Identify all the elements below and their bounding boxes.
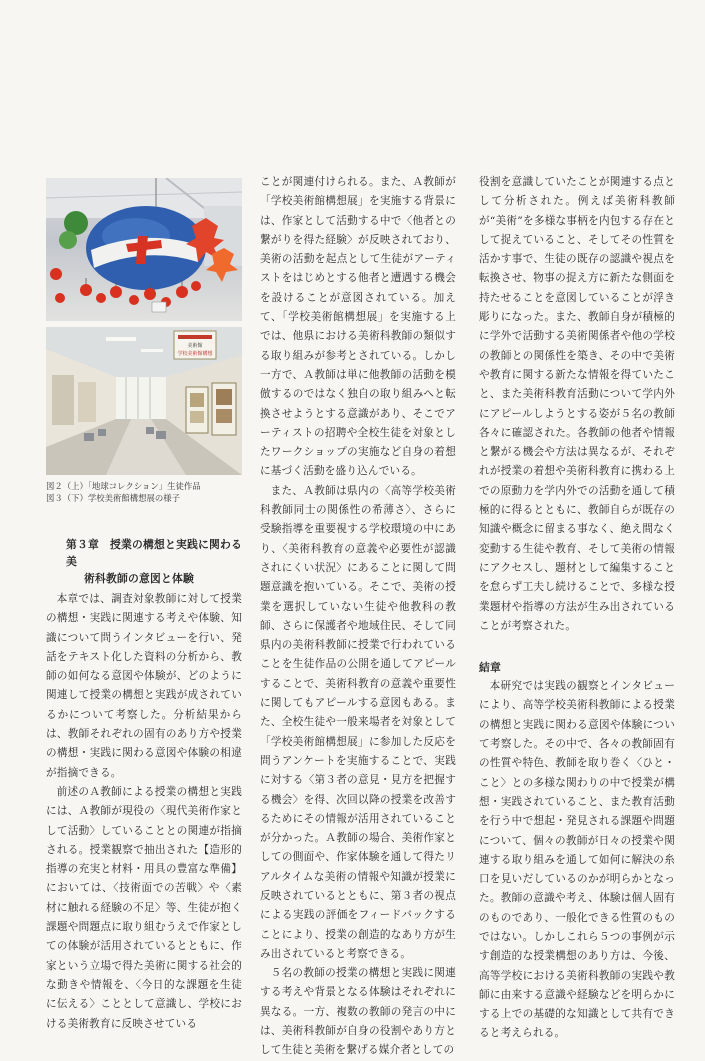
chapter-3-paragraph-4-cont: 役割を意識していたことが関連する点として分析された。例えば美術科教師が“美術”を多様な事柄を内包する存在として捉えていること、そしてその性質を活かす事で、生徒の既存の認識や視点を転換させ、物事の捉え方に新たな側面を持たせることを意図していることが浮き彫りになった。また、教師自身が積極的に学外で活動する美術関係者や他の学校の教師との関係性を築き、その中で美術や教育に関する新たな情報を得ていたこと、また美術科教育活動について学内外にアピールしようとする姿が５名の教師各々に確認された。各教師の他者や情報と繋がる機会や方法は異なるが、それぞれが授業の着想や美術科教育に携わる上での原動力を学内外での活動を通して積極的に得るとともに、教師自らが既存の知識や概念に留まる事なく、絶え間なく変動する生徒や教育、そして美術の情報にアクセスし、題材として編集することを怠らず工夫し続けることで、多様な授業題材や指導の方法が生み出されていることが考察された。 xyxy=(479,176,675,632)
chapter-3-paragraph-2: 前述のＡ教師による授業の構想と実践には、Ａ教師が現役の〈現代美術作家として活動〉していることとの関連が指摘される。授業観察で抽出された【造形的指導の充実と材料・用具の豊富な準備】においては、〈技術面での苦戦〉や〈素材に触れる経験の不足〉等、生徒が抱く課題や問題点に取り組むうえで作家としての体験が活用されているとともに、作家という立場で得た美術に関する社会的な動きや情報を、〈今日的な課題を生徒に伝える〉こととして意識し、学校における美術教育に反映させている xyxy=(46,785,242,1030)
text-column-3 xyxy=(479,173,675,1044)
figure-2-photo xyxy=(46,178,242,321)
conclusion-paragraph: 本研究では実践の観察とインタビューにより、高等学校美術科教師による授業の構想と実践に関わる意図や体験について考察した。その中で、各々の教師固有の性質や特色、教師を取り巻く〈ひと・こと〉との多様な関わりの中で授業が構想・実践されていること、また教育活動を行う中で想起・発見される課題や問題について、個々の教師が日々の授業や関連する取り組みを通して如何に解決の糸口を見いだしているのかが明らかとなった。教師の意識や考え、体験は個人固有のものであり、一般化できる性質のものではない。しかしこれら５つの事例が示す創造的な授業構想のあり方は、今後、高等学校における美術科教師の実践や教師に由来する意識や経験などを明らかにする上での基礎的な知識として共有できると考えられる。 xyxy=(479,680,675,1040)
chapter-3-heading-line1: 第３章 授業の構想と実践に関わる美 xyxy=(66,538,242,568)
text-column-2 xyxy=(260,173,456,1061)
figure-3-photo xyxy=(46,327,242,475)
chapter-3-paragraph-1: 本章では、調査対象教師に対して授業の構想・実践に関連する考えや体験、知識について問うインタビューを行い、発話をテキスト化した資料の分析から、教師の如何なる意図や体験が、どのように関連して授業の構想と実践が成されているかについて考察した。分析結果からは、教師それぞれの固有のあり方や授業の構想・実践に関わる意図や体験の相違が指摘できる。 xyxy=(46,593,242,779)
exhibition-sign-line1: 美術館 xyxy=(187,343,203,349)
conclusion-heading: 結章 xyxy=(479,661,501,675)
figure-2-caption: 図２（上）「地球コレクション」生徒作品 xyxy=(46,481,201,491)
chapter-3-heading xyxy=(66,536,242,587)
chapter-3-paragraph-4: ５名の教師の授業の構想と実践に関連する考えや背景となる体験はそれぞれに異なる。一方、複数の教師の発言の中には、美術科教師が自身の役割やあり方として生徒と美術を繋げる媒介者としての xyxy=(260,967,456,1057)
chapter-3-heading-line2: 術科教師の意図と体験 xyxy=(84,572,194,585)
exhibition-sign-line2: 学校美術館構想 xyxy=(177,351,213,357)
text-column-1 xyxy=(46,536,242,1034)
chapter-3-paragraph-2-cont: ことが関連付けられる。また、Ａ教師が「学校美術館構想展」を実施する背景には、作家として活動する中で〈他者との繋がりを得た経験〉が反映されており、美術の活動を起点として生徒がアーティストをはじめとする他者と遭遇する機会を設けることが意図されている。加えて、「学校美術館構想展」を実施する上では、他県における美術科教師の類似する取り組みが参考とされている。しかし一方で、Ａ教師は単に他教師の活動を模倣するのではなく独自の取り組みへと転換させようとする意識があり、そこでアーティストの招聘や全校生徒を対象としたワークショップの実施など自身の着想に基づく活動を盛り込んでいる。 xyxy=(260,176,456,478)
figure-captions xyxy=(46,480,246,504)
figure-3-caption: 図３（下）学校美術館構想展の様子 xyxy=(46,493,180,503)
exhibition-corridor-illustration xyxy=(46,327,242,475)
hanging-artwork-illustration xyxy=(46,178,242,321)
chapter-3-paragraph-3: また、Ａ教師は県内の〈高等学校美術科教師同士の関係性の希薄さ〉、さらに受験指導を重要視する学校環境の中にあり、〈美術科教育の意義や必要性が認識されにくい状況〉にあることに関して問題意識を抱いている。そこで、美術の授業を選択していない生徒や他教科の教師、さらに保護者や地域住民、そして同県内の美術科教師に授業で行われていることを生徒作品の公開を通してアピールすることで、美術科教育の意義や重要性に関してもアピールする意図もある。また、全校生徒や一般来場者を対象として「学校美術館構想展」に参加した反応を問うアンケートを実施することで、実践に対する〈第３者の意見・見方を把握する機会〉を得、次回以降の授業を改善するためにその情報が活用されていることが分かった。Ａ教師の場合、美術作家としての側面や、作家体験を通して得たリアルタイムな美術の情報や知識が授業に反映されているとともに、第３者の視点による実践の評価をフィードバックすることにより、授業の創造的なあり方が生み出されていると考察できる。 xyxy=(260,484,456,960)
